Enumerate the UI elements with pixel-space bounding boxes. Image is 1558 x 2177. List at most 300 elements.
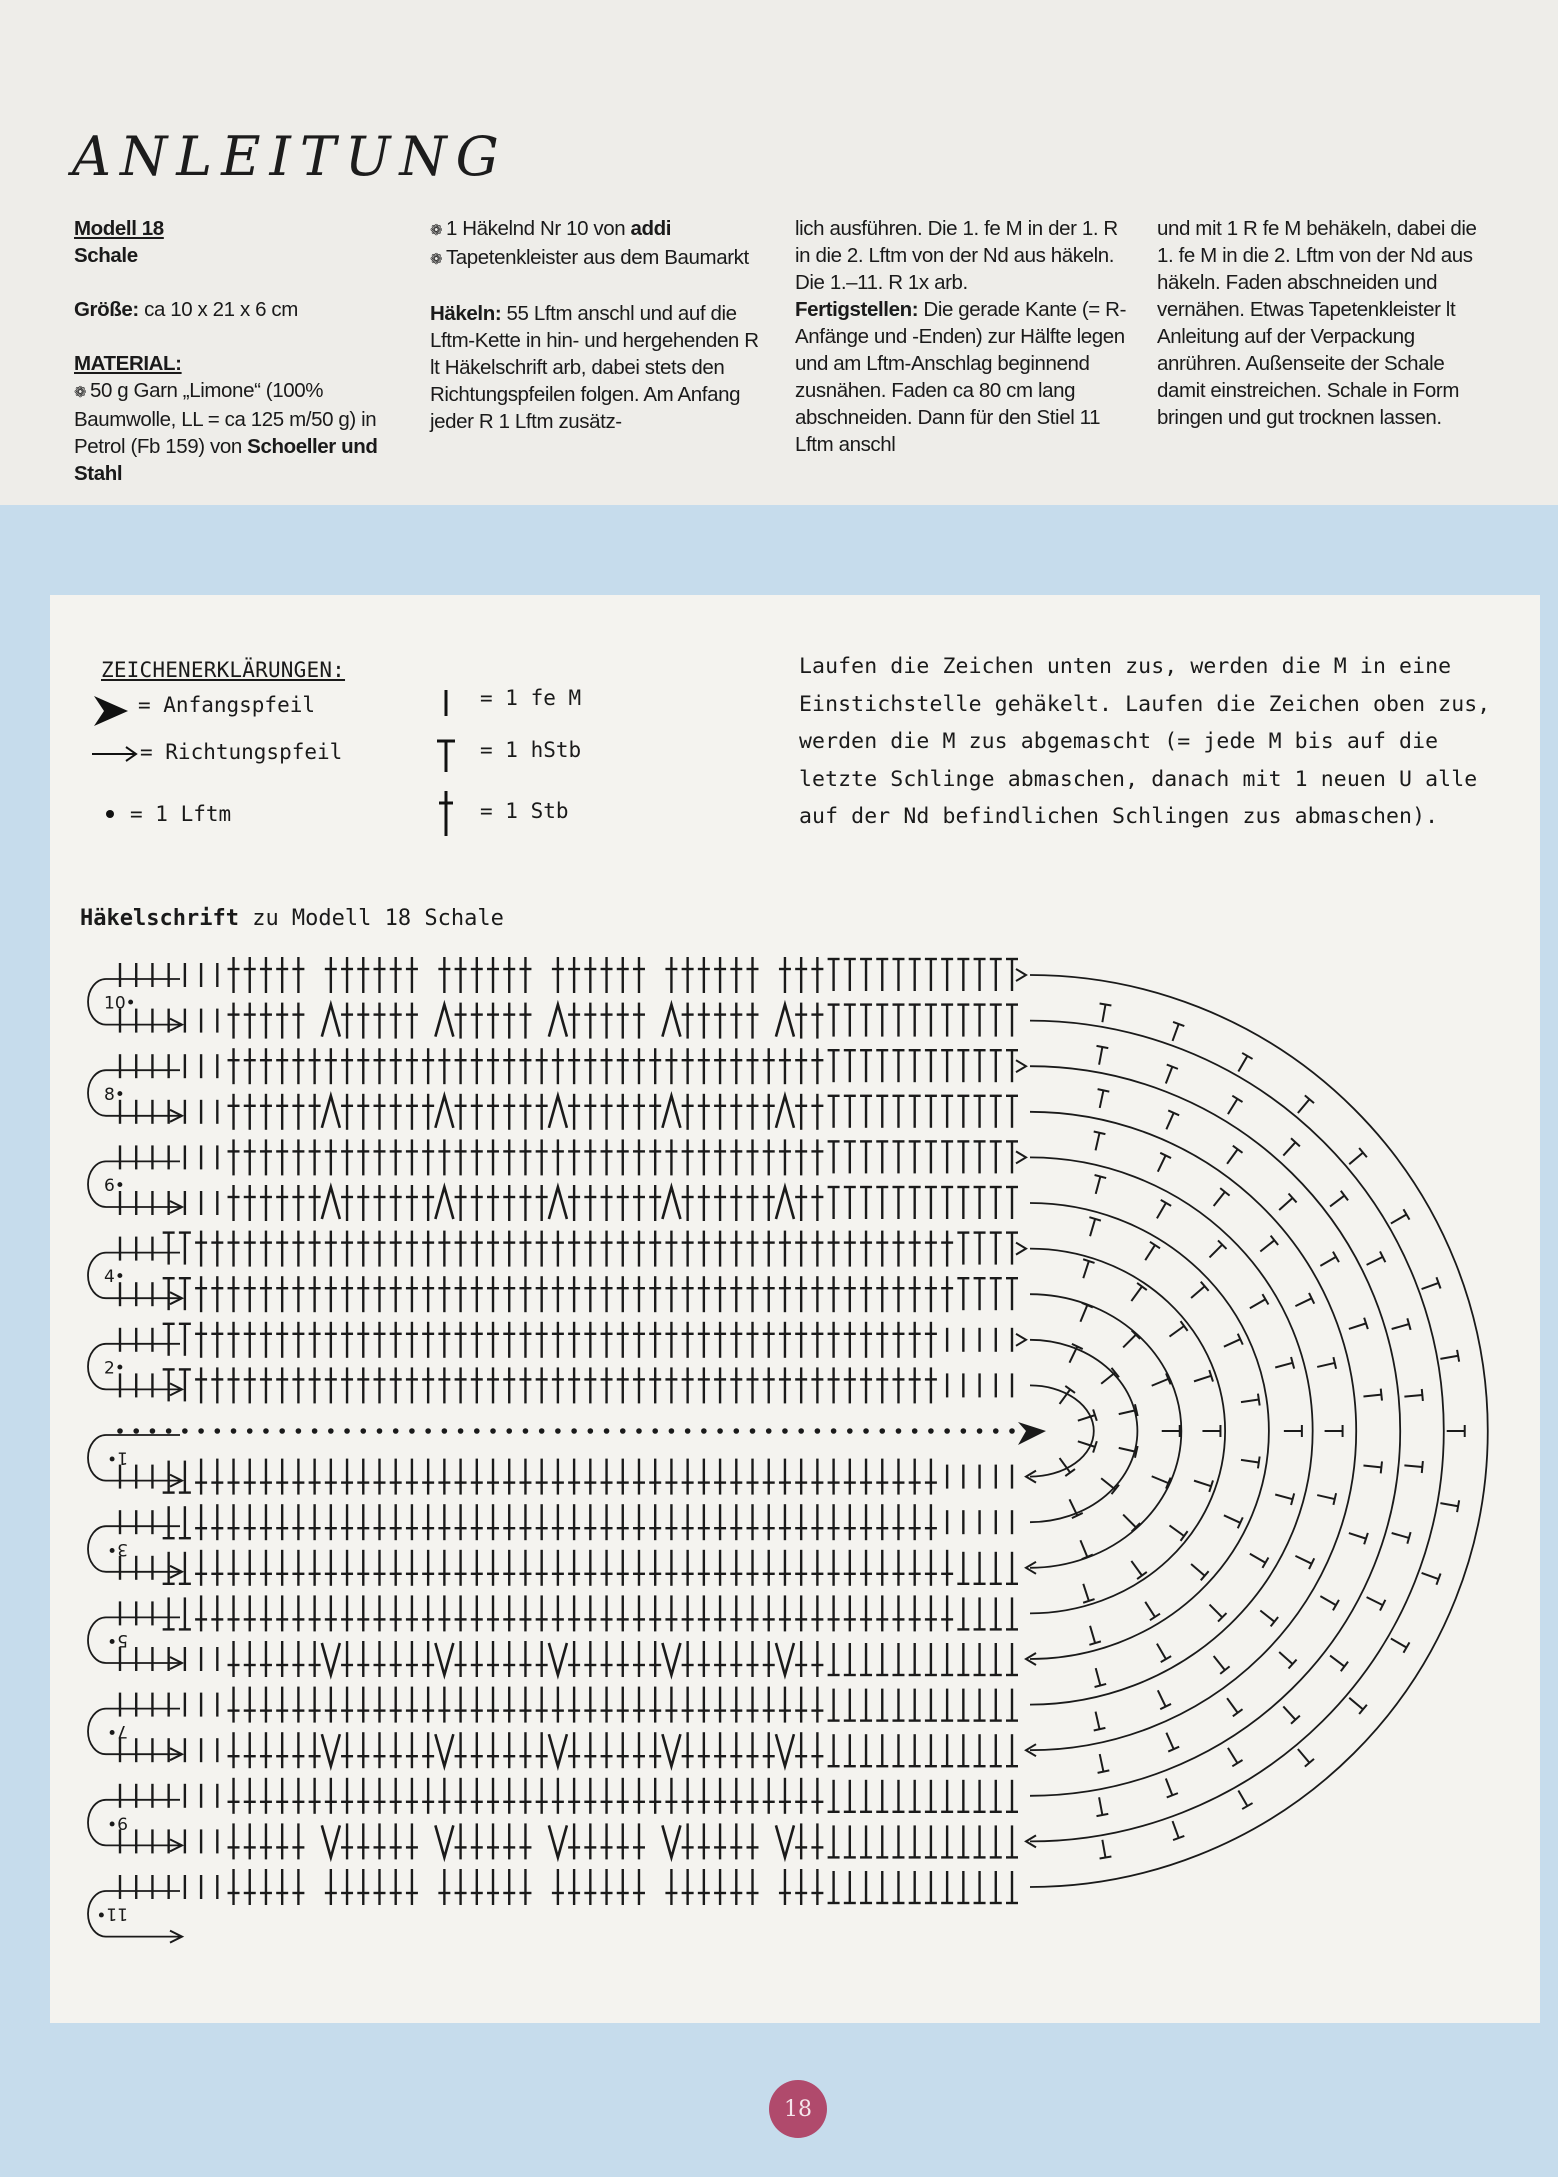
chain-dot (961, 1428, 967, 1434)
arc-stitch (1317, 1591, 1339, 1610)
size-value: ca 10 x 21 x 6 cm (138, 298, 298, 321)
arc-stitch (1274, 1489, 1294, 1505)
arc-stitch (1363, 1460, 1382, 1474)
arc-stitch (1152, 1153, 1171, 1174)
chain-dot (442, 1428, 448, 1434)
chain-dot (863, 1428, 869, 1434)
arc-stitch-stem (1349, 1698, 1363, 1710)
chain-dot (425, 1428, 431, 1434)
increase-mark (776, 1643, 794, 1675)
arc-stitch (1127, 1283, 1147, 1305)
arc-stitch (1075, 1538, 1093, 1559)
bullet-icon: ❁ (74, 384, 90, 401)
arc-stitch-top (1233, 1146, 1243, 1153)
arc-stitch-top (1333, 1600, 1339, 1610)
chain-dot (117, 1428, 123, 1434)
decrease-mark (322, 1005, 340, 1037)
arc-stitch-top (1262, 1558, 1268, 1568)
arc-stitch (1293, 1095, 1314, 1117)
legend-label-start-arrow: = Anfangspfeil (138, 693, 316, 717)
arc-stitch-stem (1170, 1326, 1185, 1337)
increase-mark (435, 1734, 453, 1766)
row-number-label: 1• (107, 1447, 128, 1468)
arc-stitch-top (1333, 1357, 1336, 1369)
arc-stitch-top (1457, 1500, 1459, 1512)
arc-stitch-stem (1238, 1790, 1247, 1806)
arc-stitch-top (1098, 1770, 1110, 1772)
chart-title-rest: zu Modell 18 Schale (238, 906, 504, 931)
model-name: Schale (74, 244, 138, 267)
row-number-label: 2• (104, 1358, 125, 1379)
arc-stitch-stem (1320, 1257, 1336, 1266)
arc-stitch (1093, 1046, 1108, 1066)
arc-stitch-stem (1295, 1298, 1311, 1306)
arc-stitch (1257, 1606, 1279, 1627)
arc-stitch-top (1161, 1656, 1171, 1662)
row-number-label: 9• (107, 1812, 128, 1833)
arc-stitch-stem (1392, 1324, 1409, 1329)
chain-dot (620, 1428, 626, 1434)
chain-dot (815, 1428, 821, 1434)
arc-stitch-stem (1096, 1133, 1100, 1151)
row-number-label: 7• (107, 1721, 128, 1742)
chain-dot (312, 1428, 318, 1434)
decrease-mark (776, 1187, 794, 1219)
arc-stitch-stem (1283, 1706, 1295, 1719)
arc-stitch (1390, 1527, 1411, 1543)
arc-stitch (1279, 1138, 1300, 1159)
arc-stitch-stem (1102, 1004, 1105, 1022)
arc-stitch-stem (1157, 1203, 1166, 1219)
arc-stitch-stem (1210, 1245, 1223, 1258)
arc-stitch (1325, 1425, 1343, 1437)
arc-stitch-stem (1090, 1626, 1095, 1643)
arc-stitch (1223, 1096, 1243, 1118)
arc-stitch (1316, 1489, 1336, 1505)
arc-stitch (1090, 1131, 1106, 1151)
model-number: Modell 18 (74, 217, 164, 240)
arc-stitch-stem (1145, 1245, 1155, 1260)
row-turn-loop (88, 1161, 180, 1207)
arc-stitch (1345, 1693, 1367, 1714)
row-arc (1030, 975, 1488, 1887)
increase-mark (662, 1825, 680, 1857)
arc-stitch (1404, 1459, 1423, 1473)
arc-stitch-stem (1080, 1540, 1087, 1557)
decrease-mark (435, 1096, 453, 1128)
row-turn-loop (88, 1344, 180, 1390)
row-arc (1030, 1021, 1444, 1842)
arc-stitch-stem (1090, 1219, 1095, 1236)
arc-stitch-stem (1173, 1821, 1179, 1838)
arc-stitch (1240, 1454, 1260, 1468)
arc-stitch-top (1094, 1131, 1106, 1134)
chain-dot (571, 1428, 577, 1434)
arc-stitch (1090, 1667, 1106, 1687)
arc-stitch (1192, 1370, 1213, 1387)
arc-stitch-stem (1349, 1533, 1366, 1539)
arc-stitch (1293, 1293, 1314, 1312)
chain-dot (377, 1428, 383, 1434)
arc-stitch-stem (1279, 1652, 1292, 1664)
arc-stitch-stem (1275, 1363, 1292, 1368)
arc-stitch (1090, 1710, 1106, 1730)
row-number-label: 6• (104, 1176, 125, 1196)
arc-stitch-stem (1173, 1024, 1179, 1041)
arc-stitch (1316, 1357, 1336, 1373)
decrease-mark (322, 1187, 340, 1219)
arc-stitch-stem (1227, 1149, 1238, 1164)
decrease-mark (662, 1096, 680, 1128)
arc-stitch-stem (1069, 1346, 1077, 1362)
arc-stitch-top (1381, 1389, 1382, 1401)
chain-dot (604, 1428, 610, 1434)
arc-stitch (1317, 1252, 1339, 1271)
arc-arrowhead (1016, 1334, 1026, 1346)
arc-stitch (1205, 1600, 1226, 1621)
decrease-mark (435, 1005, 453, 1037)
arc-stitch-top (1242, 1053, 1252, 1059)
arc-stitch (1347, 1318, 1368, 1335)
arc-stitch-top (1097, 1814, 1109, 1816)
arc-stitch-stem (1363, 1466, 1381, 1468)
arc-stitch-stem (1099, 1047, 1102, 1065)
legend-label-hstb: = 1 hStb (480, 738, 582, 762)
arc-stitch-stem (1349, 1153, 1363, 1165)
arc-stitch-top (1100, 1003, 1112, 1005)
page-number: 18 (769, 2080, 827, 2138)
chain-dot (993, 1428, 999, 1434)
arc-stitch-stem (1170, 1525, 1185, 1536)
chain-dot (328, 1428, 334, 1434)
arc-stitch-top (1065, 1469, 1075, 1476)
arc-stitch-stem (1391, 1214, 1407, 1223)
arc-stitch (1388, 1633, 1410, 1652)
arc-stitch-top (1262, 1294, 1268, 1304)
arc-stitch-stem (1099, 1797, 1102, 1815)
row-number-label: 3• (107, 1538, 128, 1559)
instructions-text-a: lich ausführen. Die 1. fe M in der 1. R in die 2. Lftm von der Nd aus häkeln. Die 1.–11. R 1x arb. (795, 217, 1118, 294)
arc-stitch-stem (1392, 1533, 1409, 1538)
chain-dot (490, 1428, 496, 1434)
arc-stitch (1275, 1648, 1296, 1669)
chain-dot (539, 1428, 545, 1434)
chain-dot (409, 1428, 415, 1434)
chain-dot (798, 1428, 804, 1434)
chain-dot (263, 1428, 269, 1434)
arc-stitch (1221, 1510, 1242, 1528)
arc-stitch (1209, 1652, 1230, 1674)
arc-stitch-top (1403, 1209, 1409, 1219)
row-number-label: 4• (104, 1267, 125, 1288)
arc-stitch-top (1098, 1089, 1110, 1091)
arc-stitch-stem (1080, 1305, 1087, 1322)
arc-stitch-top (1100, 1856, 1112, 1858)
arc-stitch-stem (1119, 1410, 1137, 1414)
arc-stitch (1347, 1527, 1368, 1544)
chain-dot (393, 1428, 399, 1434)
arc-stitch-stem (1241, 1400, 1259, 1403)
arc-stitch-stem (1145, 1602, 1155, 1617)
arc-stitch (1284, 1425, 1302, 1437)
arc-stitch-stem (1227, 1698, 1238, 1713)
decrease-mark (776, 1096, 794, 1128)
bullet-icon: ❁ (430, 251, 446, 268)
chain-dot (182, 1428, 188, 1434)
arc-stitch-top (1232, 1096, 1242, 1102)
arc-stitch-stem (1422, 1573, 1439, 1579)
arc-stitch-top (1403, 1642, 1409, 1652)
arc-stitch-stem (1214, 1192, 1225, 1206)
arc-stitch-stem (1191, 1564, 1205, 1576)
arc-stitch (1140, 1242, 1160, 1264)
arc-stitch-stem (1158, 1690, 1166, 1706)
arc-stitch (1223, 1745, 1243, 1767)
chain-dot (717, 1428, 723, 1434)
arc-stitch (1364, 1592, 1385, 1611)
row-arc (1030, 1340, 1137, 1522)
arc-stitch-stem (1224, 1515, 1240, 1522)
arc-stitch-stem (1404, 1465, 1422, 1467)
arc-stitch-stem (1119, 1448, 1137, 1452)
arc-stitch (1345, 1148, 1367, 1169)
arc-stitch (1293, 1550, 1314, 1569)
chain-dot (555, 1428, 561, 1434)
increase-mark (662, 1734, 680, 1766)
arc-stitch-stem (1100, 1090, 1104, 1108)
arc-stitch (1094, 1089, 1109, 1109)
arc-stitch-top (1233, 1709, 1243, 1716)
row-turn-loop (88, 1070, 180, 1116)
arc-stitch (1192, 1475, 1213, 1492)
arc-stitch-top (1258, 1394, 1260, 1406)
chain-dot (150, 1428, 156, 1434)
arc-stitch-stem (1069, 1499, 1077, 1515)
arc-stitch-top (1333, 1252, 1339, 1262)
arc-stitch-stem (1363, 1395, 1381, 1397)
arc-stitch-stem (1101, 1478, 1115, 1489)
arc-stitch-stem (1083, 1261, 1089, 1278)
legend-label-direction-arrow: = Richtungspfeil (140, 740, 343, 764)
arc-stitch (1160, 1776, 1178, 1797)
chain-dot (247, 1428, 253, 1434)
arc-stitch (1388, 1209, 1410, 1228)
arc-stitch-top (1341, 1191, 1348, 1201)
hook-text: 1 Häkelnd Nr 10 von (445, 217, 631, 240)
start-arrow-mark (1018, 1422, 1046, 1445)
arc-stitch (1160, 1065, 1178, 1086)
arc-stitch (1161, 1730, 1179, 1751)
decrease-mark (549, 1187, 567, 1219)
chain-dot (669, 1428, 675, 1434)
decrease-mark (435, 1187, 453, 1219)
increase-mark (549, 1643, 567, 1675)
chain-dot (523, 1428, 529, 1434)
chain-dot (1009, 1428, 1015, 1434)
size-label: Größe: (74, 298, 139, 321)
arc-stitch-top (1065, 1386, 1075, 1393)
arc-stitch-stem (1123, 1515, 1136, 1528)
chain-dot (831, 1428, 837, 1434)
row-number-label: 5• (107, 1630, 128, 1650)
arc-stitch-stem (1317, 1495, 1335, 1499)
arc-stitch (1221, 1334, 1242, 1352)
chain-dot (279, 1428, 285, 1434)
increase-mark (435, 1825, 453, 1857)
arc-stitch-stem (1295, 1556, 1311, 1564)
arc-stitch-stem (1238, 1056, 1247, 1072)
decrease-mark (662, 1187, 680, 1219)
arc-stitch-stem (1404, 1395, 1422, 1397)
decrease-mark (776, 1005, 794, 1037)
legend-label-stb: = 1 Stb (480, 799, 569, 823)
chain-dot (879, 1428, 885, 1434)
arc-stitch-stem (1096, 1177, 1101, 1194)
instructions-text-c: und mit 1 R fe M behäkeln, dabei die 1. fe M in die 2. Lftm von der Nd aus häkeln. Faden abschneiden und vernähen. Etwas Tapetenkleister lt Anleitung auf der Verpackung anrühren. Außenseite der Schale damit einstreichen. Schale in Form bringen und gut trocknen lassen. (1157, 217, 1477, 429)
row-number-label: 8• (104, 1084, 125, 1105)
arc-stitch (1084, 1624, 1101, 1645)
arc-stitch-top (1097, 1046, 1109, 1048)
row-turn-loop (88, 1800, 180, 1846)
arc-stitch (1090, 1175, 1106, 1195)
arc-stitch-stem (1228, 1748, 1237, 1763)
arc-stitch (1447, 1425, 1465, 1437)
chain-dot (198, 1428, 204, 1434)
arc-stitch (1093, 1796, 1108, 1816)
arc-stitch-stem (1191, 1286, 1205, 1298)
chain-dot (231, 1428, 237, 1434)
page-heading: ANLEITUNG (72, 125, 508, 188)
chain-dot (652, 1428, 658, 1434)
arc-stitch (1364, 1251, 1385, 1270)
arc-stitch-stem (1228, 1099, 1237, 1114)
arc-stitch-top (1422, 1389, 1423, 1401)
increase-mark (435, 1643, 453, 1675)
chain-dot (977, 1428, 983, 1434)
arc-stitch (1222, 1695, 1242, 1717)
arc-stitch-stem (1166, 1113, 1173, 1129)
material-brand: Schoeller und Stahl (74, 435, 378, 485)
arc-arrowhead (1016, 1151, 1026, 1163)
arc-stitch-stem (1298, 1749, 1310, 1763)
arc-stitch (1404, 1389, 1423, 1403)
chain-dot (701, 1428, 707, 1434)
arc-stitch-stem (1317, 1363, 1335, 1367)
chain-dot (928, 1428, 934, 1434)
arc-stitch (1140, 1599, 1160, 1621)
arc-stitch-stem (1283, 1142, 1295, 1155)
arc-stitch (1075, 1303, 1093, 1324)
chain-dot (344, 1428, 350, 1434)
chain-dot (896, 1428, 902, 1434)
arc-stitch-stem (1096, 1712, 1100, 1730)
arc-stitch-top (1258, 1457, 1260, 1469)
legend-label-fe-m: = 1 fe M (480, 686, 582, 710)
arc-stitch (1247, 1549, 1269, 1568)
arc-stitch-stem (1166, 1733, 1173, 1749)
increase-mark (549, 1825, 567, 1857)
arc-stitch (1247, 1294, 1269, 1313)
arc-arrowhead (1016, 1060, 1026, 1072)
arc-arrowhead (1016, 1243, 1026, 1255)
arc-stitch-stem (1275, 1495, 1292, 1500)
arc-stitch (1096, 1839, 1111, 1859)
chain-dot (912, 1428, 918, 1434)
arc-stitch-stem (1131, 1561, 1142, 1576)
arc-stitch (1275, 1194, 1296, 1215)
chain-dot (685, 1428, 691, 1434)
arc-stitch-stem (1123, 1335, 1136, 1348)
arc-stitch (1084, 1217, 1101, 1238)
arc-stitch-top (1232, 1760, 1242, 1766)
arc-stitch (1187, 1559, 1208, 1580)
arc-stitch-stem (1157, 1644, 1166, 1660)
finish-label: Fertigstellen: (795, 298, 919, 321)
chain-dot (506, 1428, 512, 1434)
arc-stitch (1326, 1191, 1348, 1211)
arc-stitch-stem (1101, 1373, 1115, 1384)
row-turn-loop (88, 1526, 180, 1572)
arc-stitch-stem (1250, 1299, 1266, 1308)
arc-stitch (1127, 1557, 1147, 1579)
chain-dot (588, 1428, 594, 1434)
arc-stitch-top (1150, 1614, 1160, 1620)
increase-mark (322, 1825, 340, 1857)
arc-stitch-stem (1330, 1196, 1344, 1207)
row-arc (1030, 1294, 1181, 1568)
chain-dot (750, 1428, 756, 1434)
arc-stitch (1420, 1567, 1441, 1584)
chain-dot (636, 1428, 642, 1434)
arc-stitch-stem (1194, 1481, 1211, 1487)
chart-title-bold: Häkelschrift (80, 906, 239, 931)
arc-stitch-stem (1210, 1605, 1223, 1618)
arc-stitch-stem (1096, 1668, 1101, 1685)
decrease-mark (322, 1096, 340, 1128)
arc-stitch (1240, 1394, 1260, 1408)
arc-stitch-stem (1422, 1283, 1439, 1289)
arc-stitch-stem (1166, 1067, 1173, 1084)
arc-stitch-top (1341, 1662, 1348, 1672)
arc-stitch-stem (1391, 1639, 1407, 1648)
arc-stitch-stem (1330, 1656, 1344, 1667)
increase-mark (322, 1734, 340, 1766)
arc-stitch (1439, 1497, 1459, 1512)
arc-arrowhead (1016, 969, 1026, 981)
arc-stitch-stem (1100, 1754, 1104, 1772)
arc-stitch (1152, 1641, 1171, 1663)
arc-stitch-stem (1166, 1779, 1173, 1796)
hook-brand: addi (630, 217, 672, 240)
arc-stitch (1166, 1321, 1188, 1341)
arc-stitch-top (1381, 1461, 1382, 1473)
arc-stitch (1202, 1425, 1220, 1437)
arc-stitch (1097, 1368, 1119, 1389)
arc-stitch (1078, 1259, 1095, 1280)
arc-stitch (1149, 1471, 1170, 1489)
arc-stitch-stem (1367, 1257, 1383, 1265)
arc-stitch-stem (1250, 1554, 1266, 1563)
row-arc (1030, 1249, 1225, 1614)
arc-stitch-stem (1224, 1339, 1240, 1346)
crochet-label: Häkeln: (430, 302, 502, 325)
arc-stitch-stem (1440, 1356, 1458, 1359)
arc-stitch (1094, 1753, 1109, 1773)
chain-dot (847, 1428, 853, 1434)
chain-dot (458, 1428, 464, 1434)
increase-mark (776, 1825, 794, 1857)
chain-dot (782, 1428, 788, 1434)
